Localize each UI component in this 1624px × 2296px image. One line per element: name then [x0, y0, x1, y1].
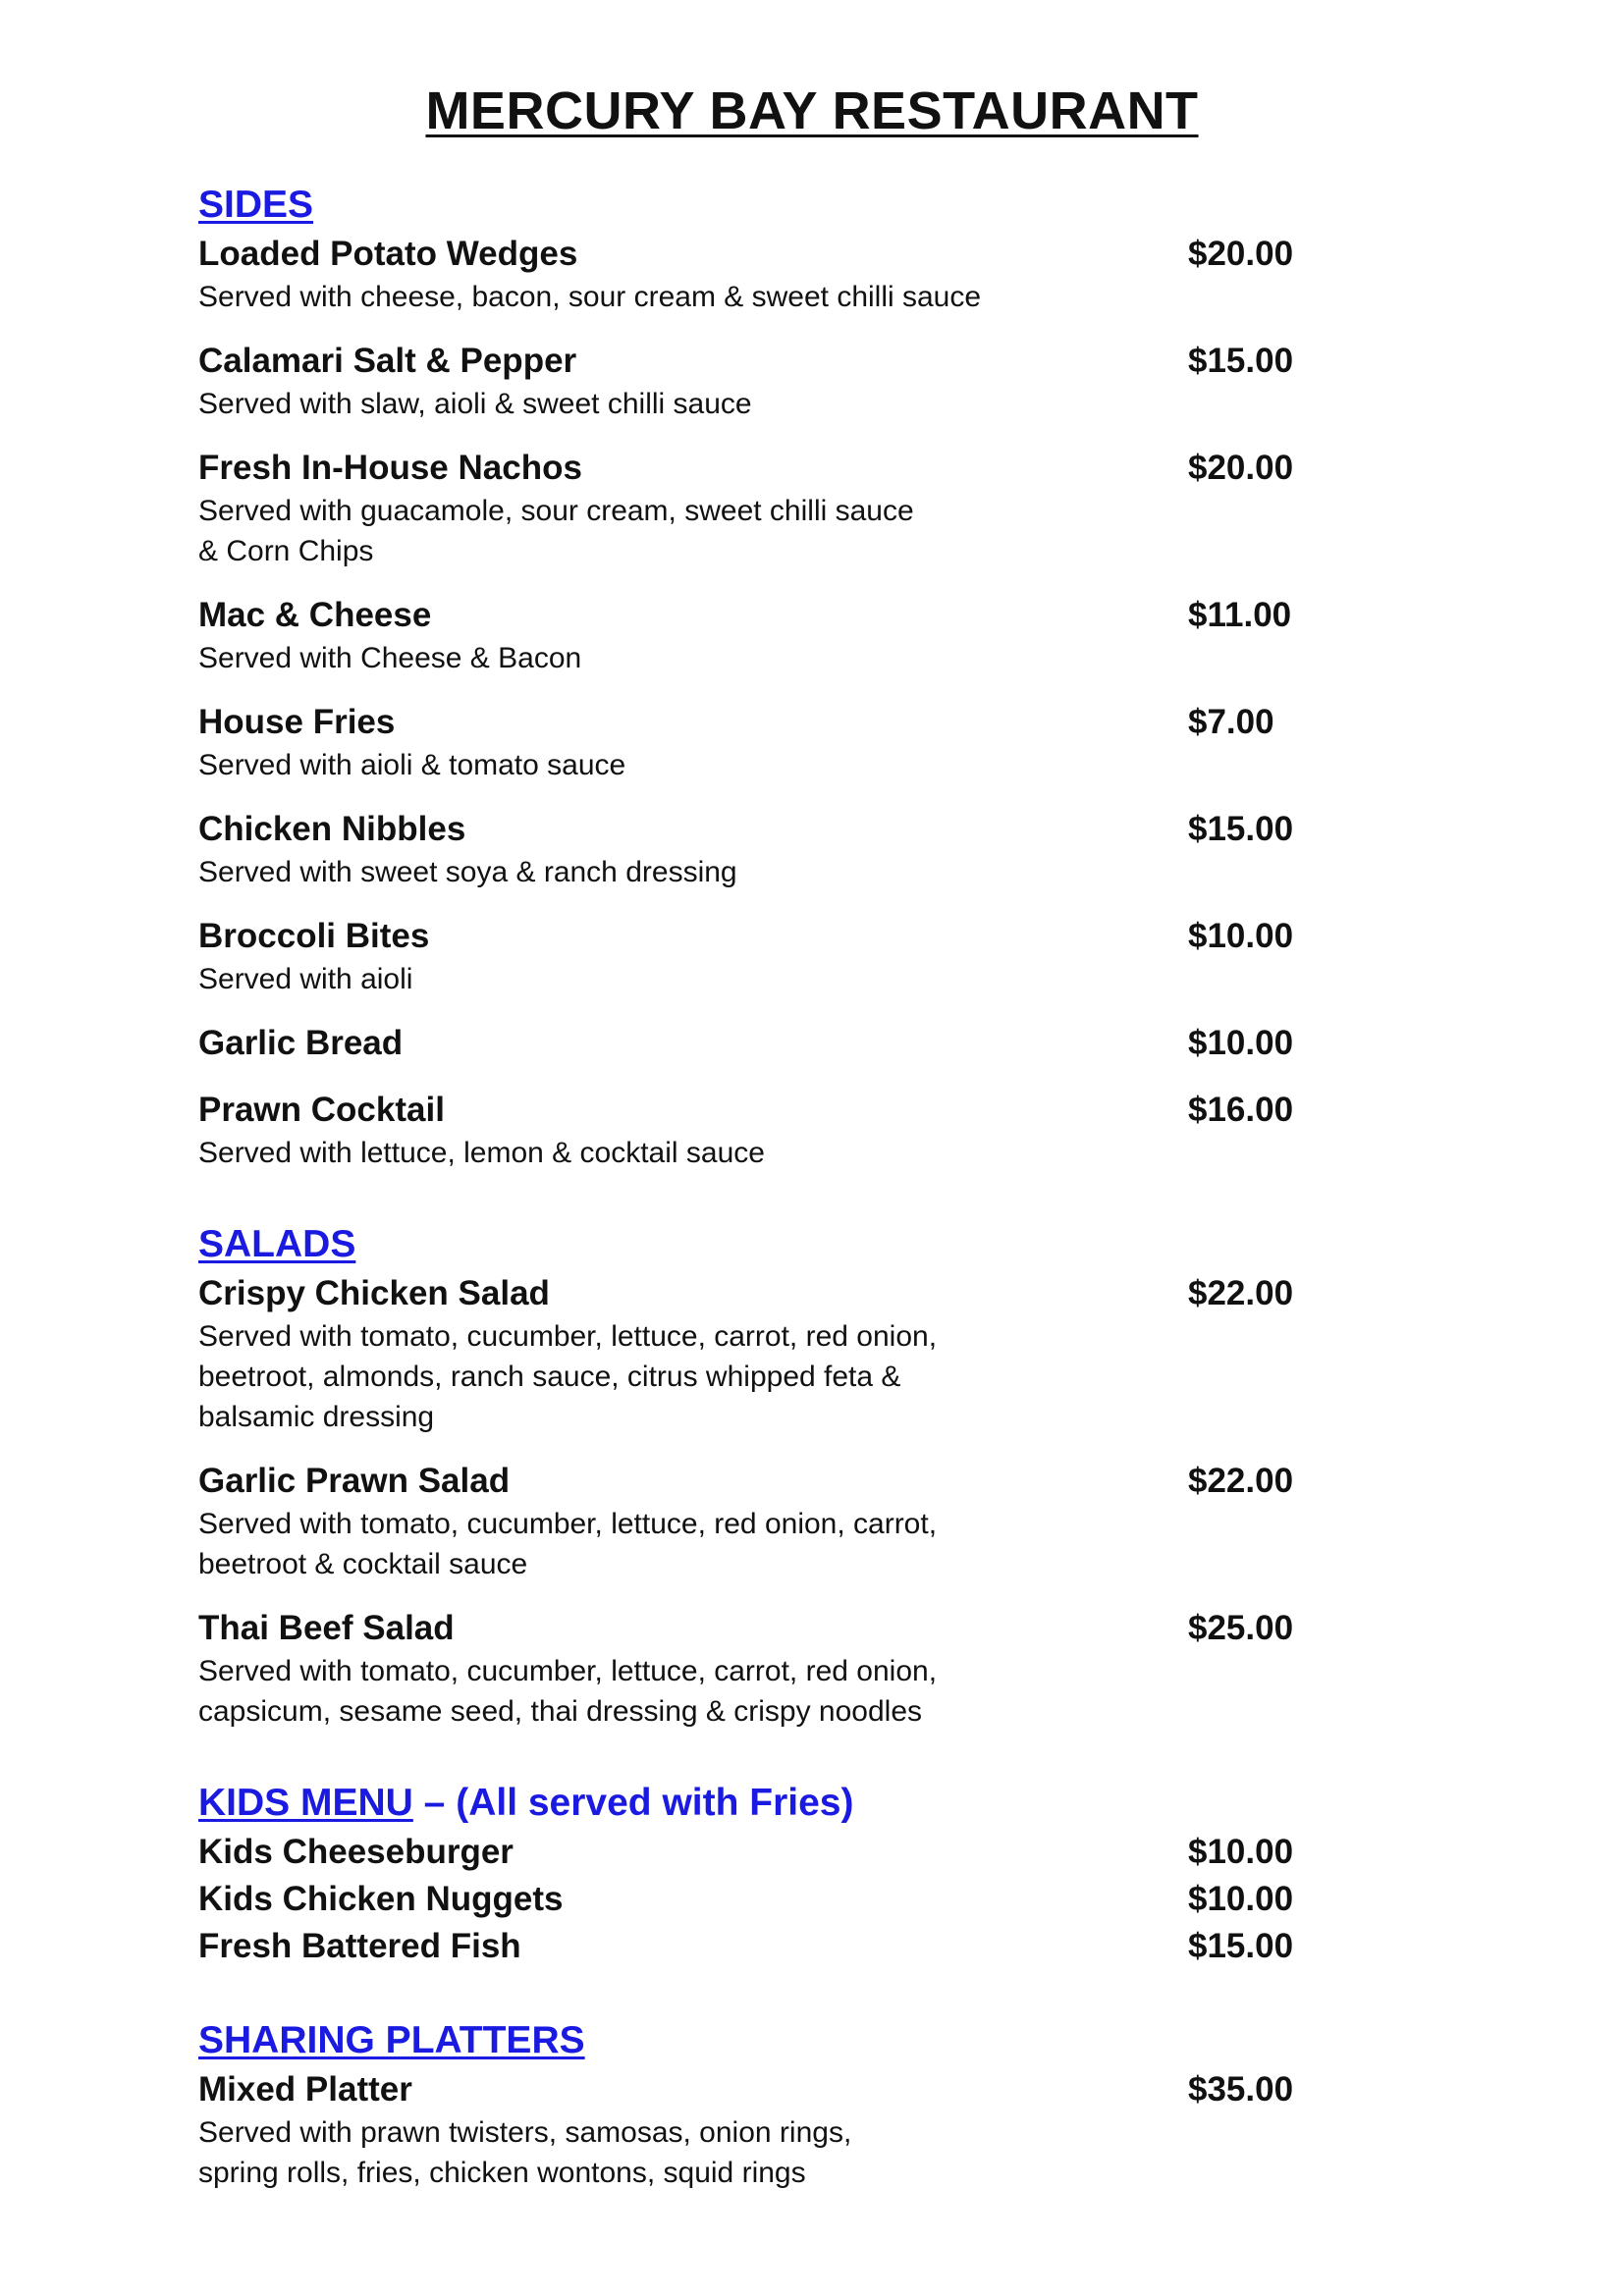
item-name: Chicken Nibbles: [198, 810, 466, 848]
item-description: Served with Cheese & Bacon: [198, 642, 582, 674]
item-name: Broccoli Bites: [198, 917, 430, 955]
item-price: $35.00: [1188, 2070, 1294, 2109]
item-price: $10.00: [1188, 1833, 1294, 1871]
item-price: $22.00: [1188, 1462, 1294, 1500]
item-price: $20.00: [1188, 235, 1294, 273]
item-name: Prawn Cocktail: [198, 1091, 445, 1129]
menu-item: [198, 1606, 1357, 1732]
section-heading: [198, 2018, 1357, 2063]
section-spacer: [198, 1195, 1357, 1222]
item-name: Mixed Platter: [198, 2070, 412, 2109]
item-name: Kids Chicken Nuggets: [198, 1880, 564, 1918]
section-spacer: [198, 1753, 1357, 1781]
section-heading-label: SALADS: [198, 1223, 356, 1265]
item-description: Served with slaw, aioli & sweet chilli sauce: [198, 388, 752, 420]
item-price: $11.00: [1188, 596, 1292, 634]
menu-item: [198, 914, 1357, 999]
item-description: Served with tomato, cucumber, lettuce, red onion, carrot, beetroot & cocktail sauce: [198, 1508, 938, 1580]
section-sharing-platters: [198, 2018, 1357, 2193]
item-description: Served with tomato, cucumber, lettuce, carrot, red onion, beetroot, almonds, ranch sauce, citrus whipped feta & balsamic dressing: [198, 1320, 938, 1433]
menu-item: [198, 339, 1357, 424]
menu-item: [198, 1088, 1357, 1173]
item-price: $15.00: [1188, 342, 1294, 380]
item-description: Served with guacamole, sour cream, sweet chilli sauce & Corn Chips: [198, 495, 914, 567]
item-description: Served with aioli: [198, 963, 413, 995]
section-salads: [198, 1222, 1357, 1732]
item-price: $10.00: [1188, 1880, 1294, 1918]
item-name: Crispy Chicken Salad: [198, 1274, 550, 1312]
item-price: $20.00: [1188, 449, 1294, 487]
item-name: Garlic Prawn Salad: [198, 1462, 511, 1500]
menu-item: [198, 232, 1357, 317]
menu-content: [198, 183, 1357, 2215]
menu-item: [198, 1924, 1357, 1969]
page-title: MERCURY BAY RESTAURANT: [425, 81, 1199, 140]
item-name: Garlic Bread: [198, 1024, 404, 1062]
menu-item: [198, 1271, 1357, 1437]
item-price: $25.00: [1188, 1609, 1294, 1647]
item-name: Loaded Potato Wedges: [198, 235, 578, 273]
section-heading-label: SHARING PLATTERS: [198, 2019, 585, 2061]
item-name: Calamari Salt & Pepper: [198, 342, 577, 380]
item-description: Served with sweet soya & ranch dressing: [198, 856, 737, 888]
section-heading: [198, 1781, 1357, 1826]
menu-item: [198, 1877, 1357, 1922]
section-heading-label: KIDS MENU: [198, 1782, 413, 1824]
item-price: $10.00: [1188, 1024, 1294, 1062]
item-price: $10.00: [1188, 917, 1294, 955]
section-heading-label: SIDES: [198, 184, 314, 226]
menu-item: [198, 2067, 1357, 2193]
item-price: $15.00: [1188, 1927, 1294, 1965]
item-name: Kids Cheeseburger: [198, 1833, 514, 1871]
item-name: House Fries: [198, 703, 396, 741]
item-description: Served with prawn twisters, samosas, onion rings, spring rolls, fries, chicken wontons, squid rings: [198, 2116, 852, 2189]
item-description: Served with tomato, cucumber, lettuce, carrot, red onion, capsicum, sesame seed, thai dressing & crispy noodles: [198, 1655, 938, 1728]
section-sides: [198, 183, 1357, 1173]
section-spacer: [198, 1971, 1357, 2018]
menu-item: [198, 593, 1357, 678]
menu-item: [198, 700, 1357, 785]
menu-item: [198, 807, 1357, 892]
menu-item: [198, 1021, 1357, 1066]
item-description: Served with cheese, bacon, sour cream & sweet chilli sauce: [198, 281, 982, 313]
section-heading-note: – (All served with Fries): [412, 1782, 854, 1824]
item-price: $22.00: [1188, 1274, 1294, 1312]
menu-item: [198, 446, 1357, 571]
section-kids-menu: [198, 1781, 1357, 1969]
section-heading: [198, 1222, 1357, 1267]
item-price: $15.00: [1188, 810, 1294, 848]
menu-item: [198, 1830, 1357, 1875]
item-name: Mac & Cheese: [198, 596, 432, 634]
menu-item: [198, 1459, 1357, 1584]
item-price: $7.00: [1188, 703, 1274, 741]
section-heading: [198, 183, 1357, 228]
item-description: Served with aioli & tomato sauce: [198, 749, 626, 781]
item-description: Served with lettuce, lemon & cocktail sauce: [198, 1137, 765, 1169]
item-name: Fresh In-House Nachos: [198, 449, 582, 487]
item-name: Thai Beef Salad: [198, 1609, 455, 1647]
item-price: $16.00: [1188, 1091, 1294, 1129]
item-name: Fresh Battered Fish: [198, 1927, 521, 1965]
